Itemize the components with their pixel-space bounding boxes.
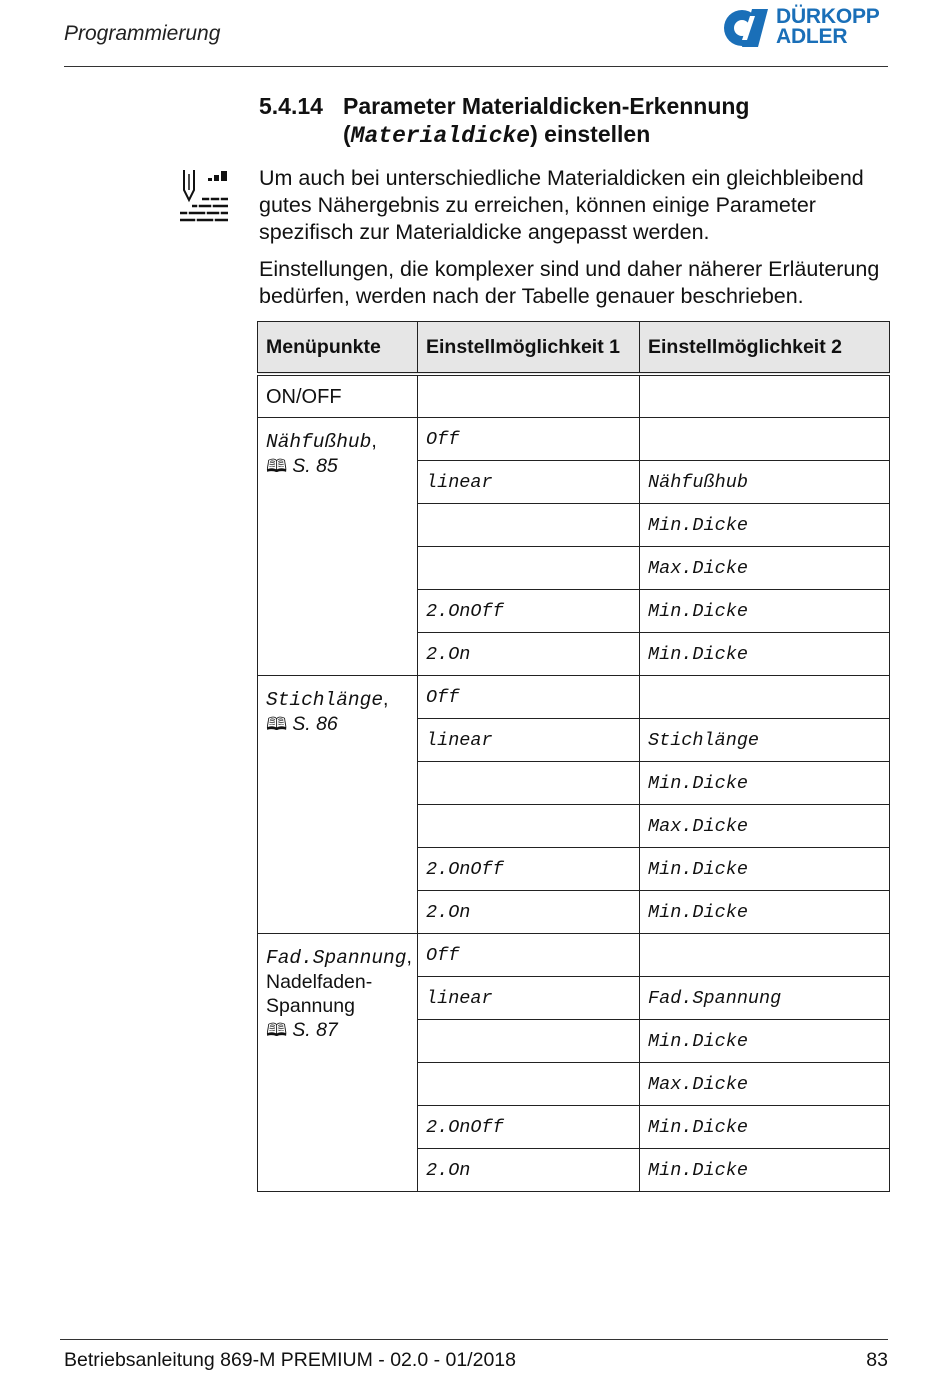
column-header-option-2: Einstellmöglichkeit 2 bbox=[640, 322, 890, 375]
section-title-line1: Parameter Materialdicken-Erkennung bbox=[343, 93, 750, 119]
page-reference-text: S. 85 bbox=[292, 454, 338, 477]
logo-line-2: ADLER bbox=[776, 25, 848, 48]
menu-item-line bbox=[266, 429, 409, 454]
option-1-cell: 2.On bbox=[418, 890, 640, 933]
option-2-cell: Max.Dicke bbox=[640, 546, 890, 589]
menu-cell-onoff: ON/OFF bbox=[258, 374, 418, 417]
option-2-cell: Min.Dicke bbox=[640, 1019, 890, 1062]
menu-item-comma: , bbox=[406, 945, 412, 968]
option-2-cell: Min.Dicke bbox=[640, 632, 890, 675]
book-icon: 🕮 bbox=[266, 455, 293, 476]
option-1-cell bbox=[418, 503, 640, 546]
option-2-cell: Min.Dicke bbox=[640, 1148, 890, 1191]
section-title-code: Materialdicke bbox=[350, 123, 531, 149]
option-2-cell: Min.Dicke bbox=[640, 589, 890, 632]
option-2-cell bbox=[640, 417, 890, 460]
footer-rule bbox=[60, 1339, 888, 1340]
option-1-cell bbox=[418, 1019, 640, 1062]
section-title-open: ( bbox=[343, 121, 351, 147]
parameter-table bbox=[257, 321, 890, 1192]
option-2-cell: Min.Dicke bbox=[640, 503, 890, 546]
menu-item-description: Nadelfaden- bbox=[266, 970, 373, 993]
page-reference bbox=[266, 454, 409, 478]
option-2-cell: Min.Dicke bbox=[640, 1105, 890, 1148]
section-number: 5.4.14 bbox=[259, 93, 323, 119]
menu-cell bbox=[258, 417, 418, 675]
menu-item-code: Stichlänge bbox=[266, 688, 384, 711]
running-header: Programmierung bbox=[64, 22, 221, 45]
logo-line-1: DÜRKOPP bbox=[776, 5, 880, 28]
menu-item-comma: , bbox=[371, 429, 377, 452]
option-1-cell bbox=[418, 546, 640, 589]
menu-item-code: Nähfußhub bbox=[266, 430, 372, 453]
option-2-cell bbox=[640, 933, 890, 976]
table-body bbox=[258, 374, 890, 1191]
note-paragraph: Einstellungen, die komplexer sind und daher näherer Erläuterung bedürfen, werden nach der Tabelle genauer beschrieben. bbox=[259, 257, 880, 308]
page-number: 83 bbox=[866, 1349, 888, 1371]
option-1-cell: 2.OnOff bbox=[418, 847, 640, 890]
option-2-cell: Nähfußhub bbox=[640, 460, 890, 503]
book-icon: 🕮 bbox=[266, 1019, 293, 1040]
table-header-row bbox=[258, 322, 890, 375]
option-2-cell: Min.Dicke bbox=[640, 847, 890, 890]
table-row bbox=[258, 417, 890, 460]
option-1-cell: Off bbox=[418, 417, 640, 460]
table-row-onoff bbox=[258, 374, 890, 417]
page-reference bbox=[266, 712, 409, 736]
option-2-cell bbox=[640, 675, 890, 718]
table-row bbox=[258, 933, 890, 976]
option-1-cell bbox=[418, 804, 640, 847]
option-1-cell: linear bbox=[418, 460, 640, 503]
option-1-cell: 2.On bbox=[418, 1148, 640, 1191]
page-reference-text: S. 86 bbox=[292, 712, 338, 735]
option-1-cell bbox=[418, 374, 640, 417]
footer-document-title: Betriebsanleitung 869-M PREMIUM - 02.0 - 01/2018 bbox=[64, 1349, 516, 1371]
section-title-close: ) einstellen bbox=[530, 121, 651, 147]
option-2-cell: Stichlänge bbox=[640, 718, 890, 761]
option-1-cell: Off bbox=[418, 933, 640, 976]
menu-item-code: Fad.Spannung bbox=[266, 946, 407, 969]
section-heading bbox=[259, 92, 749, 150]
menu-cell bbox=[258, 933, 418, 1191]
page-reference bbox=[266, 1018, 409, 1042]
option-1-cell bbox=[418, 761, 640, 804]
book-icon: 🕮 bbox=[266, 713, 293, 734]
duerkopp-adler-logo-icon bbox=[722, 6, 774, 50]
option-1-cell: linear bbox=[418, 976, 640, 1019]
option-2-cell: Fad.Spannung bbox=[640, 976, 890, 1019]
page-reference-text: S. 87 bbox=[292, 1018, 338, 1041]
menu-cell bbox=[258, 675, 418, 933]
menu-item-line bbox=[266, 687, 409, 712]
option-1-cell: 2.OnOff bbox=[418, 589, 640, 632]
menu-item-comma: , bbox=[383, 687, 389, 710]
brand-logo bbox=[722, 6, 892, 50]
column-header-menu: Menüpunkte bbox=[258, 322, 418, 375]
option-2-cell: Max.Dicke bbox=[640, 1062, 890, 1105]
table-row bbox=[258, 675, 890, 718]
option-2-cell: Min.Dicke bbox=[640, 761, 890, 804]
option-1-cell: Off bbox=[418, 675, 640, 718]
column-header-option-1: Einstellmöglichkeit 1 bbox=[418, 322, 640, 375]
option-1-cell bbox=[418, 1062, 640, 1105]
technician-access-level-icon bbox=[178, 168, 230, 226]
menu-item-description: Spannung bbox=[266, 994, 355, 1017]
menu-item-line bbox=[266, 945, 412, 970]
option-1-cell: 2.On bbox=[418, 632, 640, 675]
header-rule bbox=[64, 66, 888, 67]
option-2-cell: Max.Dicke bbox=[640, 804, 890, 847]
option-2-cell bbox=[640, 374, 890, 417]
option-2-cell: Min.Dicke bbox=[640, 890, 890, 933]
option-1-cell: linear bbox=[418, 718, 640, 761]
option-1-cell: 2.OnOff bbox=[418, 1105, 640, 1148]
intro-paragraph: Um auch bei unterschiedliche Materialdicken ein gleichbleibend gutes Nähergebnis zu erreichen, können einige Parameter spezifisch zur Materialdicke angepasst werden. bbox=[259, 166, 864, 244]
